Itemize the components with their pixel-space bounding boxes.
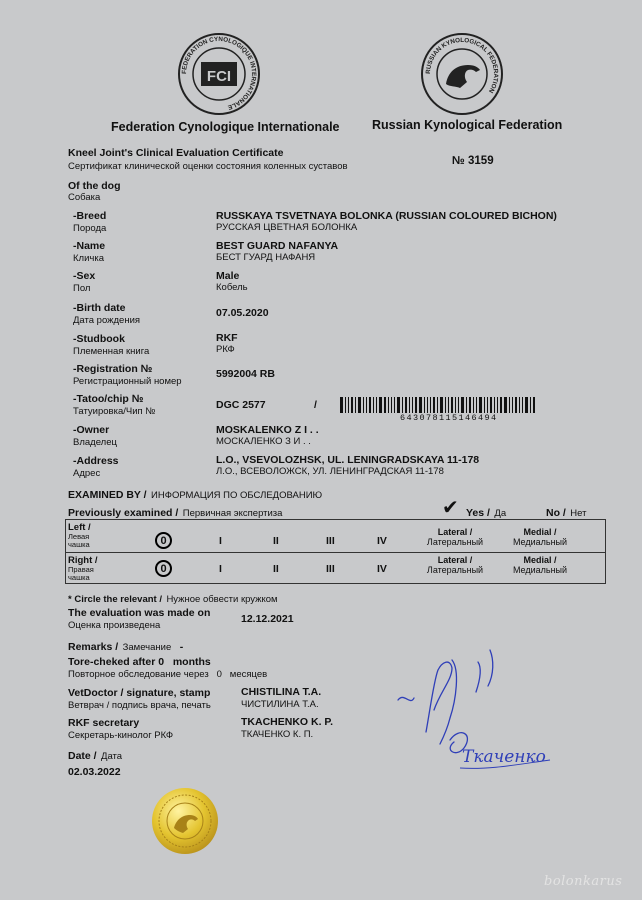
circle-note-en: * Circle the relevant / bbox=[68, 594, 162, 605]
medial-right[interactable] bbox=[508, 555, 572, 575]
barcode-bar bbox=[473, 397, 474, 413]
field-label-en: -Address bbox=[73, 455, 119, 467]
evaluation-made-ru: Оценка произведена bbox=[68, 620, 161, 631]
vet-name-ru: ЧИСТИЛИНА Т.А. bbox=[241, 699, 319, 710]
previously-examined-ru: Первичная экспертиза bbox=[182, 508, 283, 519]
barcode-bar bbox=[348, 397, 349, 413]
fci-logo bbox=[177, 32, 261, 116]
grade-iv[interactable]: IV bbox=[377, 535, 387, 547]
barcode-bar bbox=[427, 397, 428, 413]
barcode-bar bbox=[522, 397, 523, 413]
row-label-en: Left / bbox=[68, 522, 91, 533]
medial-label-en: Medial / bbox=[523, 527, 557, 537]
evaluation-made-en: The evaluation was made on bbox=[68, 607, 211, 619]
field-label-en: -Registration № bbox=[73, 363, 153, 375]
gold-seal bbox=[150, 786, 220, 856]
table-line bbox=[605, 519, 606, 584]
barcode-bar bbox=[509, 397, 510, 413]
yes-label-en: Yes / bbox=[466, 507, 490, 519]
certificate-title-ru: Сертификат клинической оценки состояния коленных суставов bbox=[68, 161, 348, 172]
barcode-bar bbox=[530, 397, 531, 413]
field-value-en: RKF bbox=[216, 332, 238, 344]
grade-iii[interactable]: III bbox=[326, 563, 335, 575]
field-label-en: -Breed bbox=[73, 210, 107, 222]
field-label-ru: Регистрационный номер bbox=[73, 376, 182, 387]
previously-examined-en: Previously examined / bbox=[68, 507, 179, 519]
barcode-bar bbox=[437, 397, 438, 413]
evaluation-date: 12.12.2021 bbox=[241, 613, 294, 625]
field-label-ru: Племенная книга bbox=[73, 346, 150, 357]
barcode-bar bbox=[469, 397, 471, 413]
field-label-ru: Владелец bbox=[73, 437, 117, 448]
barcode-bar bbox=[461, 397, 464, 413]
barcode-bar bbox=[533, 397, 535, 413]
dog-heading-en: Of the dog bbox=[68, 180, 121, 192]
watermark: bolonkarus bbox=[544, 874, 623, 889]
grade-i[interactable]: I bbox=[219, 563, 222, 575]
field-label-ru: Татуировка/Чип № bbox=[73, 406, 156, 417]
row-label-ru: Левая чашка bbox=[68, 532, 90, 549]
field-value-ru: МОСКАЛЕНКО З И . . bbox=[216, 436, 311, 447]
dog-heading-ru: Собака bbox=[68, 192, 101, 203]
field-label-ru: Дата рождения bbox=[73, 315, 141, 326]
barcode-bar bbox=[448, 397, 449, 413]
lateral-right[interactable] bbox=[423, 555, 487, 575]
grade-ii[interactable]: II bbox=[273, 563, 279, 575]
barcode-bar bbox=[376, 397, 377, 413]
handwritten-signature bbox=[390, 640, 580, 785]
field-label-ru: Пол bbox=[73, 283, 91, 294]
field-label-en: -Owner bbox=[73, 424, 110, 436]
row-label-en: Right / bbox=[68, 555, 98, 566]
field-value-ru: Кобель bbox=[216, 282, 248, 293]
field-value-en: RUSSKAYA TSVETNAYA BOLONKA (RUSSIAN COLOURED BICHON) bbox=[216, 210, 557, 222]
table-line bbox=[65, 519, 66, 584]
handwritten-name: Ткаченко bbox=[462, 747, 546, 767]
lateral-label-en: Lateral / bbox=[437, 527, 473, 537]
lateral-label-ru: Латеральный bbox=[426, 537, 484, 547]
field-label-en: -Birth date bbox=[73, 302, 126, 314]
barcode-bar bbox=[525, 397, 528, 413]
barcode-bars bbox=[340, 397, 537, 413]
grade-0-selected[interactable]: 0 bbox=[155, 560, 172, 577]
remarks-en: Remarks / bbox=[68, 641, 119, 653]
field-value-en: MOSKALENKO Z I . . bbox=[216, 424, 319, 436]
rkf-ring-text: RUSSIAN KYNOLOGICAL FEDERATION bbox=[424, 36, 500, 95]
barcode-bar bbox=[479, 397, 482, 413]
barcode-bar bbox=[515, 397, 517, 413]
table-line bbox=[65, 519, 605, 520]
rkf-name: Russian Kynological Federation bbox=[372, 118, 563, 132]
barcode-bar bbox=[369, 397, 371, 413]
remarks bbox=[68, 637, 183, 655]
barcode-bar bbox=[340, 397, 343, 413]
field-label-en: -Studbook bbox=[73, 333, 125, 345]
medial-label-en: Medial / bbox=[523, 555, 557, 565]
barcode-bar bbox=[366, 397, 367, 413]
grade-ii[interactable]: II bbox=[273, 535, 279, 547]
barcode-bar bbox=[373, 397, 374, 413]
examined-by bbox=[68, 485, 322, 503]
barcode-bar bbox=[476, 397, 477, 413]
field-label-en: -Tatoo/chip № bbox=[73, 393, 144, 405]
remarks-ru: Замечание bbox=[122, 642, 172, 653]
barcode-bar bbox=[412, 397, 413, 413]
barcode bbox=[340, 397, 537, 423]
field-value-en: BEST GUARD NAFANYA bbox=[216, 240, 339, 252]
barcode-bar bbox=[445, 397, 446, 413]
field-label-en: -Sex bbox=[73, 270, 96, 282]
recheck-en: Tore-cheked after 0 months bbox=[68, 656, 211, 668]
field-label-ru: Кличка bbox=[73, 253, 104, 264]
fci-name: Federation Cynologique Internationale bbox=[111, 120, 340, 134]
medial-label-ru: Медиальный bbox=[512, 537, 568, 547]
barcode-bar bbox=[391, 397, 392, 413]
barcode-bar bbox=[394, 397, 395, 413]
circle-note-ru: Нужное обвести кружком bbox=[166, 594, 278, 605]
barcode-bar bbox=[512, 397, 513, 413]
table-line bbox=[65, 552, 605, 553]
field-value-en: 07.05.2020 bbox=[216, 307, 269, 319]
barcode-number: 643078115146494 bbox=[400, 413, 498, 423]
recheck-ru: Повторное обследование через 0 месяцев bbox=[68, 669, 268, 680]
medial-left[interactable] bbox=[508, 527, 572, 547]
chip-slash: / bbox=[314, 399, 317, 411]
vet-label-en: VetDoctor / signature, stamp bbox=[68, 687, 211, 699]
grade-0-selected[interactable]: 0 bbox=[155, 532, 172, 549]
examined-label-en: EXAMINED BY / bbox=[68, 489, 147, 501]
barcode-bar bbox=[379, 397, 382, 413]
lateral-label-en: Lateral / bbox=[437, 555, 473, 565]
grade-i[interactable]: I bbox=[219, 535, 222, 547]
barcode-bar bbox=[455, 397, 456, 413]
barcode-bar bbox=[451, 397, 453, 413]
field-label-ru: Адрес bbox=[73, 468, 101, 479]
fci-logo-text: FCI bbox=[206, 68, 232, 85]
field-value-ru: РКФ bbox=[216, 344, 235, 355]
barcode-bar bbox=[351, 397, 353, 413]
field-value-ru: РУССКАЯ ЦВЕТНАЯ БОЛОНКА bbox=[216, 222, 358, 233]
barcode-bar bbox=[487, 397, 488, 413]
issue-date: 02.03.2022 bbox=[68, 766, 121, 778]
remarks-value: - bbox=[179, 641, 184, 653]
barcode-bar bbox=[397, 397, 400, 413]
barcode-bar bbox=[345, 397, 346, 413]
grade-row-right bbox=[68, 555, 102, 582]
yes-label-ru: Да bbox=[494, 508, 507, 519]
barcode-bar bbox=[433, 397, 435, 413]
certificate-number: № 3159 bbox=[452, 155, 494, 167]
grade-iv[interactable]: IV bbox=[377, 563, 387, 575]
date-label-en: Date / bbox=[68, 750, 97, 762]
field-value-ru: Л.О., ВСЕВОЛОЖСК, УЛ. ЛЕНИНГРАДСКАЯ 11-178 bbox=[216, 466, 444, 477]
grade-iii[interactable]: III bbox=[326, 535, 335, 547]
field-value-en: 5992004 RB bbox=[216, 368, 275, 380]
date-label bbox=[68, 746, 122, 764]
no-label-ru: Нет bbox=[570, 508, 587, 519]
field-label-ru: Порода bbox=[73, 223, 107, 234]
grade-row-left bbox=[68, 522, 102, 549]
field-value-ru: БЕСТ ГУАРД НАФАНЯ bbox=[216, 252, 316, 263]
secretary-label-ru: Секретарь-кинолог РКФ bbox=[68, 730, 174, 741]
barcode-bar bbox=[458, 397, 459, 413]
field-label-en: -Name bbox=[73, 240, 106, 252]
barcode-bar bbox=[500, 397, 502, 413]
medial-label-ru: Медиальный bbox=[512, 565, 568, 575]
barcode-bar bbox=[440, 397, 443, 413]
vet-label-ru: Ветврач / подпись врача, печать bbox=[68, 700, 211, 711]
fci-ring-text: FEDERATION CYNOLOGIQUE INTERNATIONALE bbox=[180, 35, 258, 111]
row-label-ru: Правая чашка bbox=[68, 565, 94, 582]
lateral-left[interactable] bbox=[423, 527, 487, 547]
barcode-bar bbox=[466, 397, 467, 413]
barcode-bar bbox=[504, 397, 507, 413]
examined-label-ru: ИНФОРМАЦИЯ ПО ОБСЛЕДОВАНИЮ bbox=[151, 490, 323, 501]
barcode-bar bbox=[358, 397, 361, 413]
barcode-bar bbox=[409, 397, 410, 413]
lateral-label-ru: Латеральный bbox=[426, 565, 484, 575]
barcode-bar bbox=[355, 397, 356, 413]
certificate-title-en: Kneel Joint's Clinical Evaluation Certificate bbox=[68, 147, 284, 159]
barcode-bar bbox=[405, 397, 407, 413]
rkf-logo bbox=[420, 32, 504, 116]
barcode-bar bbox=[490, 397, 492, 413]
check-mark-icon: ✔ bbox=[442, 495, 459, 519]
secretary-name-en: TKACHENKO K. P. bbox=[241, 716, 333, 728]
barcode-bar bbox=[388, 397, 389, 413]
barcode-bar bbox=[494, 397, 495, 413]
barcode-bar bbox=[484, 397, 485, 413]
barcode-bar bbox=[419, 397, 422, 413]
secretary-name-ru: ТКАЧЕНКО К. П. bbox=[241, 729, 314, 740]
barcode-bar bbox=[497, 397, 498, 413]
barcode-bar bbox=[424, 397, 425, 413]
secretary-label-en: RKF secretary bbox=[68, 717, 140, 729]
barcode-bar bbox=[430, 397, 431, 413]
no-label-en: No / bbox=[546, 507, 566, 519]
barcode-bar bbox=[384, 397, 386, 413]
barcode-bar bbox=[415, 397, 417, 413]
vet-name-en: CHISTILINA T.A. bbox=[241, 686, 322, 698]
field-value-en: Male bbox=[216, 270, 240, 282]
barcode-bar bbox=[402, 397, 403, 413]
field-value-en: L.O., VSEVOLOZHSK, UL. LENINGRADSKAYA 11-178 bbox=[216, 454, 480, 466]
field-value-en: DGC 2577 bbox=[216, 399, 266, 411]
circle-note bbox=[68, 589, 278, 607]
table-line bbox=[65, 583, 605, 584]
barcode-bar bbox=[519, 397, 520, 413]
barcode-bar bbox=[363, 397, 364, 413]
date-label-ru: Дата bbox=[101, 751, 123, 762]
